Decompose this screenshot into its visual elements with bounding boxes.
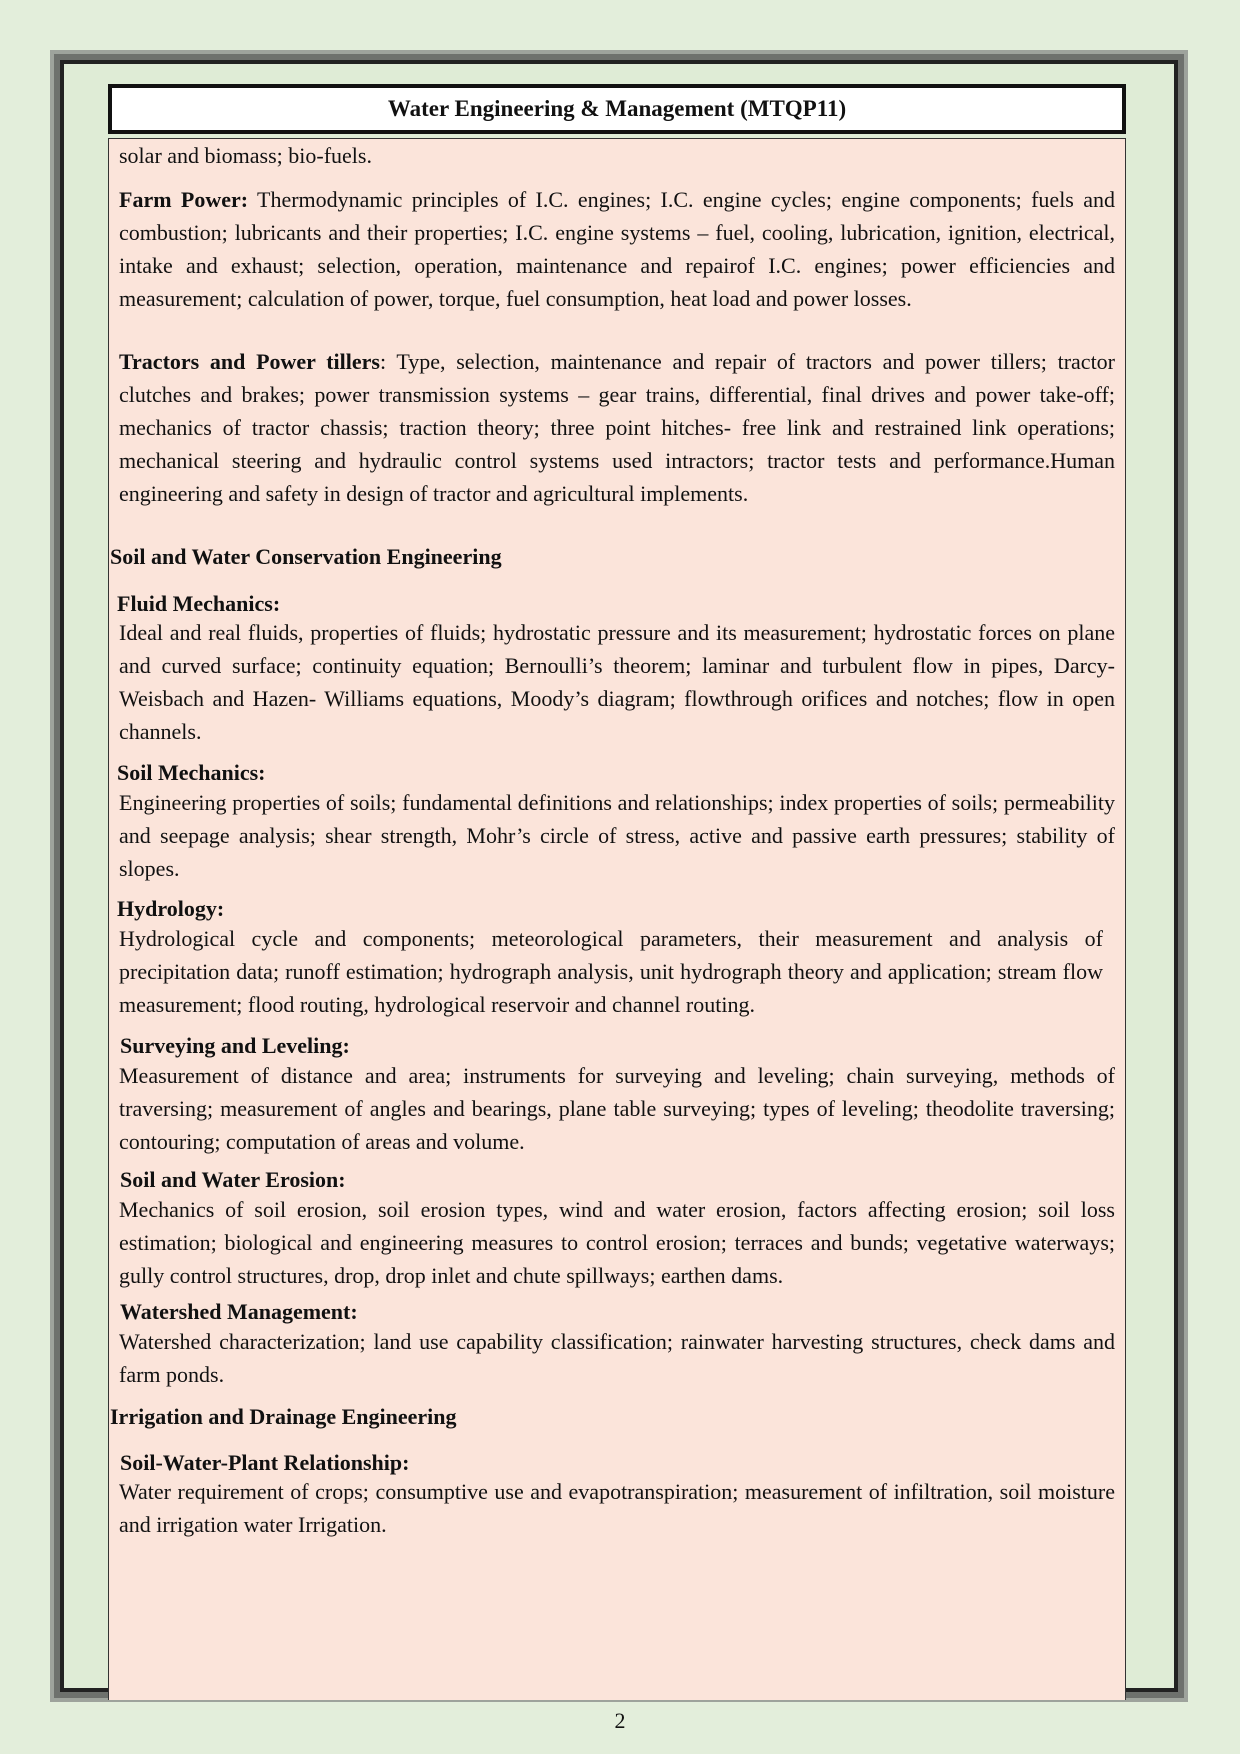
hydrology-title: Hydrology: (117, 896, 225, 921)
section-heading-irrigation: Irrigation and Drainage Engineering (110, 1404, 457, 1429)
page-outer-border (50, 50, 1188, 1702)
continuation-text: solar and biomass; bio-fuels. (119, 143, 372, 168)
watershed-title: Watershed Management: (120, 1299, 358, 1324)
soil-water-plant-title: Soil-Water-Plant Relationship: (120, 1450, 410, 1475)
surveying-text: Measurement of distance and area; instruments for surveying and leveling; chain surveying, methods of traversing; measurement of angles and bearings, plane table surveying; types of leveling; theodolite traversing; contouring; computation of areas and volume. (119, 1063, 1115, 1154)
farm-power-paragraph (119, 183, 1115, 315)
surveying-title: Surveying and Leveling: (120, 1033, 350, 1058)
document-title: Water Engineering & Management (MTQP11) (387, 96, 847, 121)
soil-mechanics-text: Engineering properties of soils; fundamental definitions and relationships; index properties of soils; permeability and seepage analysis; shear strength, Mohr’s circle of stress, active and passive earth pressures; stability of slopes. (119, 790, 1115, 881)
watershed-text: Watershed characterization; land use capability classification; rainwater harvesting structures, check dams and farm ponds. (119, 1329, 1115, 1387)
page-inner-border (60, 60, 1178, 1692)
fluid-mechanics-title: Fluid Mechanics: (117, 591, 281, 616)
fluid-mechanics-text: Ideal and real fluids, properties of fluids; hydrostatic pressure and its measurement; hydrostatic forces on plane and curved surface; continuity equation; Bernoulli’s theorem; laminar and turbulent flow in pipes, Darcy- Weisbach and Hazen- Williams equations, Moody’s diagram; flowthrough orifices and notches; flow in open channels. (119, 620, 1115, 744)
erosion-title: Soil and Water Erosion: (120, 1167, 346, 1192)
soil-water-plant-text: Water requirement of crops; consumptive use and evapotranspiration; measurement of infiltration, soil moisture and irrigation water Irrigation. (119, 1479, 1115, 1537)
section-heading-soil-water: Soil and Water Conservation Engineering (110, 544, 502, 569)
tractors-title: Tractors and Power tillers (119, 349, 380, 374)
hydrology-text: Hydrological cycle and components; meteorological parameters, their measurement and analysis of precipitation data; runoff estimation; hydrograph analysis, unit hydrograph theory and application; stream flow measurement; flood routing, hydrological reservoir and channel routing. (119, 926, 1103, 1017)
tractors-paragraph (119, 345, 1115, 510)
farm-power-title: Farm Power: (119, 187, 249, 212)
tractors-text: : Type, selection, maintenance and repair of tractors and power tillers; tractor clutches and brakes; power transmission systems – gear trains, differential, final drives and power take-off; mechanics of tractor chassis; traction theory; three point hitches- free link and restrained link operations; mechanical steering and hydraulic control systems used intractors; tractor tests and performance.Human engineering and safety in design of tractor and agricultural implements. (119, 349, 1116, 506)
erosion-text: Mechanics of soil erosion, soil erosion types, wind and water erosion, factors affecting erosion; soil loss estimation; biological and engineering measures to control erosion; terraces and bunds; vegetative waterways; gully control structures, drop, drop inlet and chute spillways; earthen dams. (119, 1197, 1115, 1288)
farm-power-text: Thermodynamic principles of I.C. engines; I.C. engine cycles; engine components; fuels and combustion; lubricants and their properties; I.C. engine systems – fuel, cooling, lubrication, ignition, electrical, intake and exhaust; selection, operation, maintenance and repairof I.C. engines; power efficiencies and measurement; calculation of power, torque, fuel consumption, heat load and power losses. (119, 187, 1115, 311)
syllabus-content (108, 138, 1126, 1700)
page-number: 2 (614, 1708, 626, 1733)
soil-mechanics-title: Soil Mechanics: (117, 760, 266, 785)
document-header (108, 84, 1126, 134)
